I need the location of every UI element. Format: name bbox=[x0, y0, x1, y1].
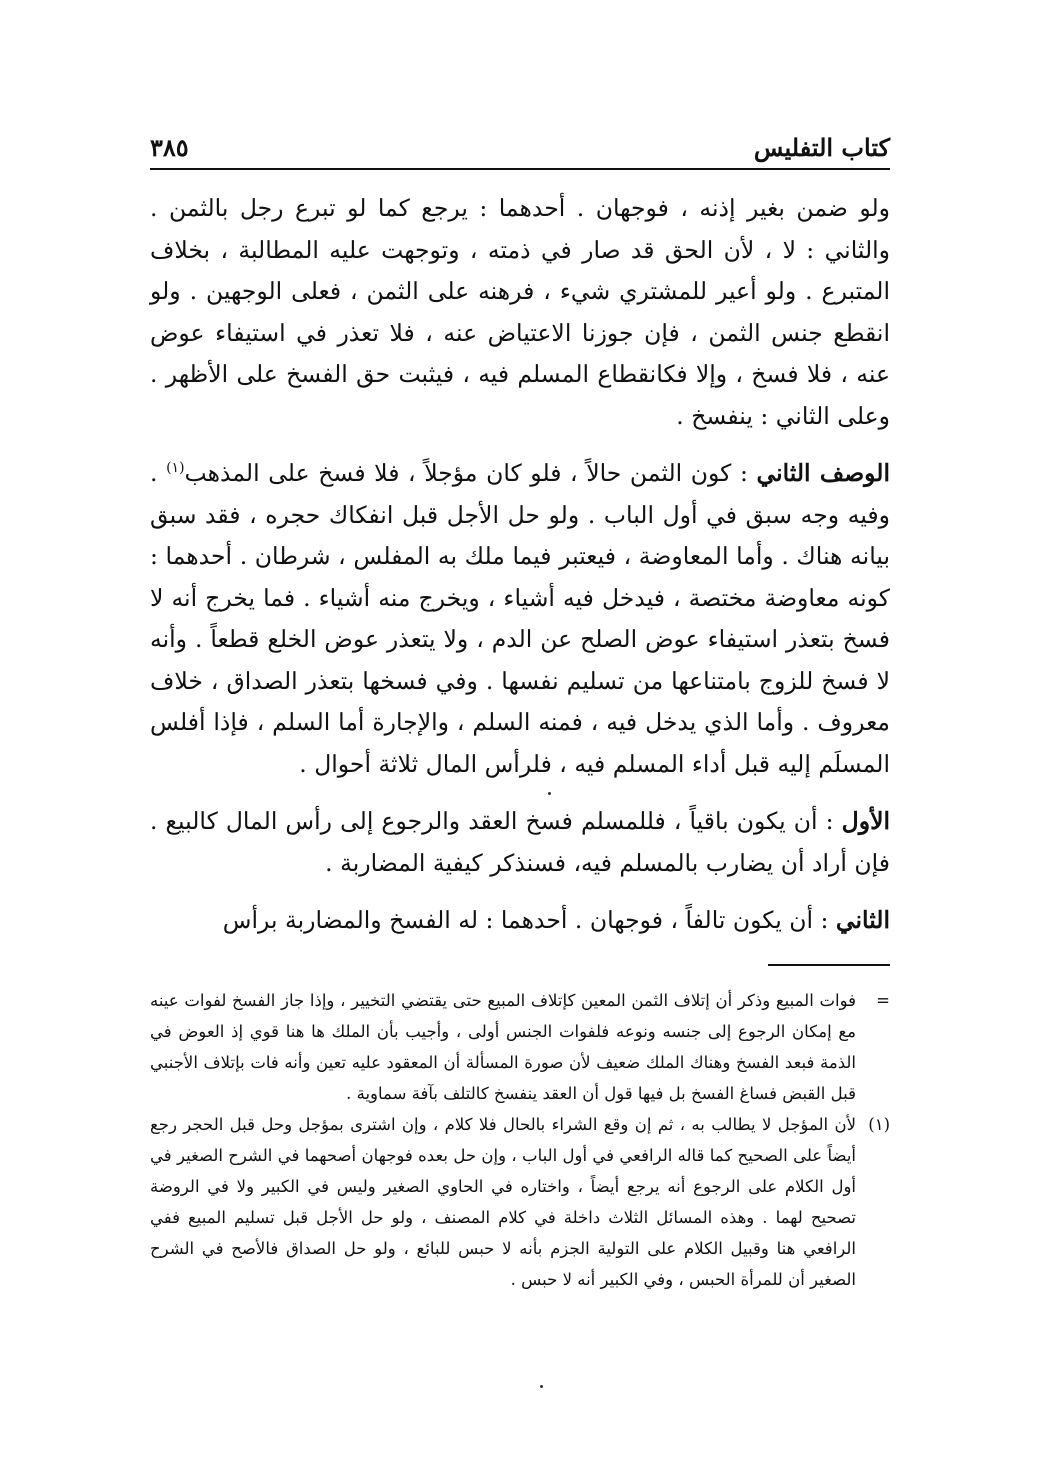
footnote-1 bbox=[150, 1109, 890, 1295]
paragraph-3-text: : أن يكون باقياً ، فللمسلم فسخ العقد والرجوع إلى رأس المال كالبيع . فإن أراد أن يضارب بالمسلم فيه، فسنذكر كيفية المضاربة . bbox=[150, 807, 890, 877]
paragraph-1: ولو ضمن بغير إذنه ، فوجهان . أحدهما : يرجع كما لو تبرع رجل بالثمن . والثاني : لا ، لأن الحق قد صار في ذمته ، وتوجهت عليه المطالبة ، بخلاف المتبرع . ولو أعير للمشتري شيء ، فرهنه على الثمن ، فعلى الوجهين . ولو انقطع جنس الثمن ، فإن جوزنا الاعتياض عنه ، فلا تعذر في استيفاء عوض عنه ، فلا فسخ ، وإلا فكانقطاع المسلم فيه ، فيثبت حق الفسخ على الأظهر . وعلى الثاني : ينفسخ . bbox=[150, 194, 890, 430]
footnote-continuation bbox=[150, 985, 890, 1109]
footnote-marker: (١) bbox=[868, 1115, 890, 1134]
paragraph-4 bbox=[150, 900, 890, 942]
paragraph-3 bbox=[150, 801, 890, 884]
page-header bbox=[150, 122, 890, 170]
footnote-separator bbox=[768, 964, 890, 966]
paragraph-2-heading: الوصف الثاني bbox=[756, 459, 890, 487]
paragraph-2-text-start: : كون الثمن حالاً ، فلو كان مؤجلاً ، فلا فسخ على المذهب bbox=[184, 459, 757, 487]
page-number: ٣٨٥ bbox=[150, 133, 189, 162]
scan-speck bbox=[540, 1385, 543, 1388]
paragraph-2-text-end: . وفيه وجه سبق في أول الباب . ولو حل الأجل قبل انفكاك حجره ، فقد سبق بيانه هناك . وأما المعاوضة ، فيعتبر فيما ملك به المفلس ، شرطان . أحدهما : كونه معاوضة مختصة ، فيدخل فيه أشياء ، ويخرج منه أشياء . فما يخرج أنه لا فسخ بتعذر استيفاء عوض الصلح عن الدم ، ولا يتعذر عوض الخلع قطعاً . وأنه لا فسخ للزوج بامتناعها من تسليم نفسها . وفي فسخها بتعذر الصداق ، خلاف معروف . وأما الذي يدخل فيه ، فمنه السلم ، والإجارة أما السلم ، فإذا أفلس المسلَم إليه قبل أداء المسلم فيه ، فلرأس المال ثلاثة أحوال . bbox=[150, 459, 890, 778]
paragraph-4-heading: الثاني bbox=[835, 906, 890, 934]
footnote-reference[interactable]: (١) bbox=[166, 460, 185, 477]
paragraph-4-text: : أن يكون تالفاً ، فوجهان . أحدهما : له الفسخ والمضاربة برأس bbox=[222, 906, 836, 934]
paragraph-3-heading: الأول bbox=[841, 807, 890, 835]
footnote-marker: = bbox=[876, 991, 890, 1010]
footnotes bbox=[150, 985, 890, 1295]
footnote-text: لأن المؤجل لا يطالب به ، ثم إن وقع الشراء بالحال فلا كلام ، وإن اشترى بمؤجل وحل قبل الحجر رجع أيضاً على الصحيح كما قاله الرافعي في أول الباب ، وإن حل بعده فوجهان أصحهما في الشرح الصغير في أول الكلام على الرجوع أنه يرجع أيضاً ، واختاره في الحاوي الصغير وليس في الكبير ولا في الروضة تصحيح لهما . وهذه المسائل الثلاث داخلة في كلام المصنف ، ولو حل الأجل قبل تسليم المبيع ففي الرافعي هنا وقبيل الكلام على التولية الجزم بأنه لا حبس للبائع ، ولو حل الصداق فالأصح في الشرح الصغير أن للمرأة الحبس ، وفي الكبير أنه لا حبس . bbox=[150, 1115, 856, 1289]
running-title: كتاب التفليس bbox=[753, 133, 890, 162]
footnote-text: فوات المبيع وذكر أن إتلاف الثمن المعين كإتلاف المبيع حتى يقتضي التخيير ، وإذا جاز الفسخ لفوات عينه مع إمكان الرجوع إلى جنسه ونوعه فلفوات الجنس أولى ، وأجيب بأن الملك ها هنا قوي إذ العوض في الذمة فبعد الفسخ وهناك الملك ضعيف لأن صورة المسألة أن المعقود عليه تعين وأنه فات بإتلاف الأجنبي قبل القبض فساغ الفسخ بل فيها قول أن العقد ينفسخ كالتلف بآفة سماوية . bbox=[150, 991, 856, 1103]
scan-speck bbox=[548, 792, 551, 795]
paragraph-2 bbox=[150, 453, 890, 785]
main-text bbox=[150, 188, 890, 958]
